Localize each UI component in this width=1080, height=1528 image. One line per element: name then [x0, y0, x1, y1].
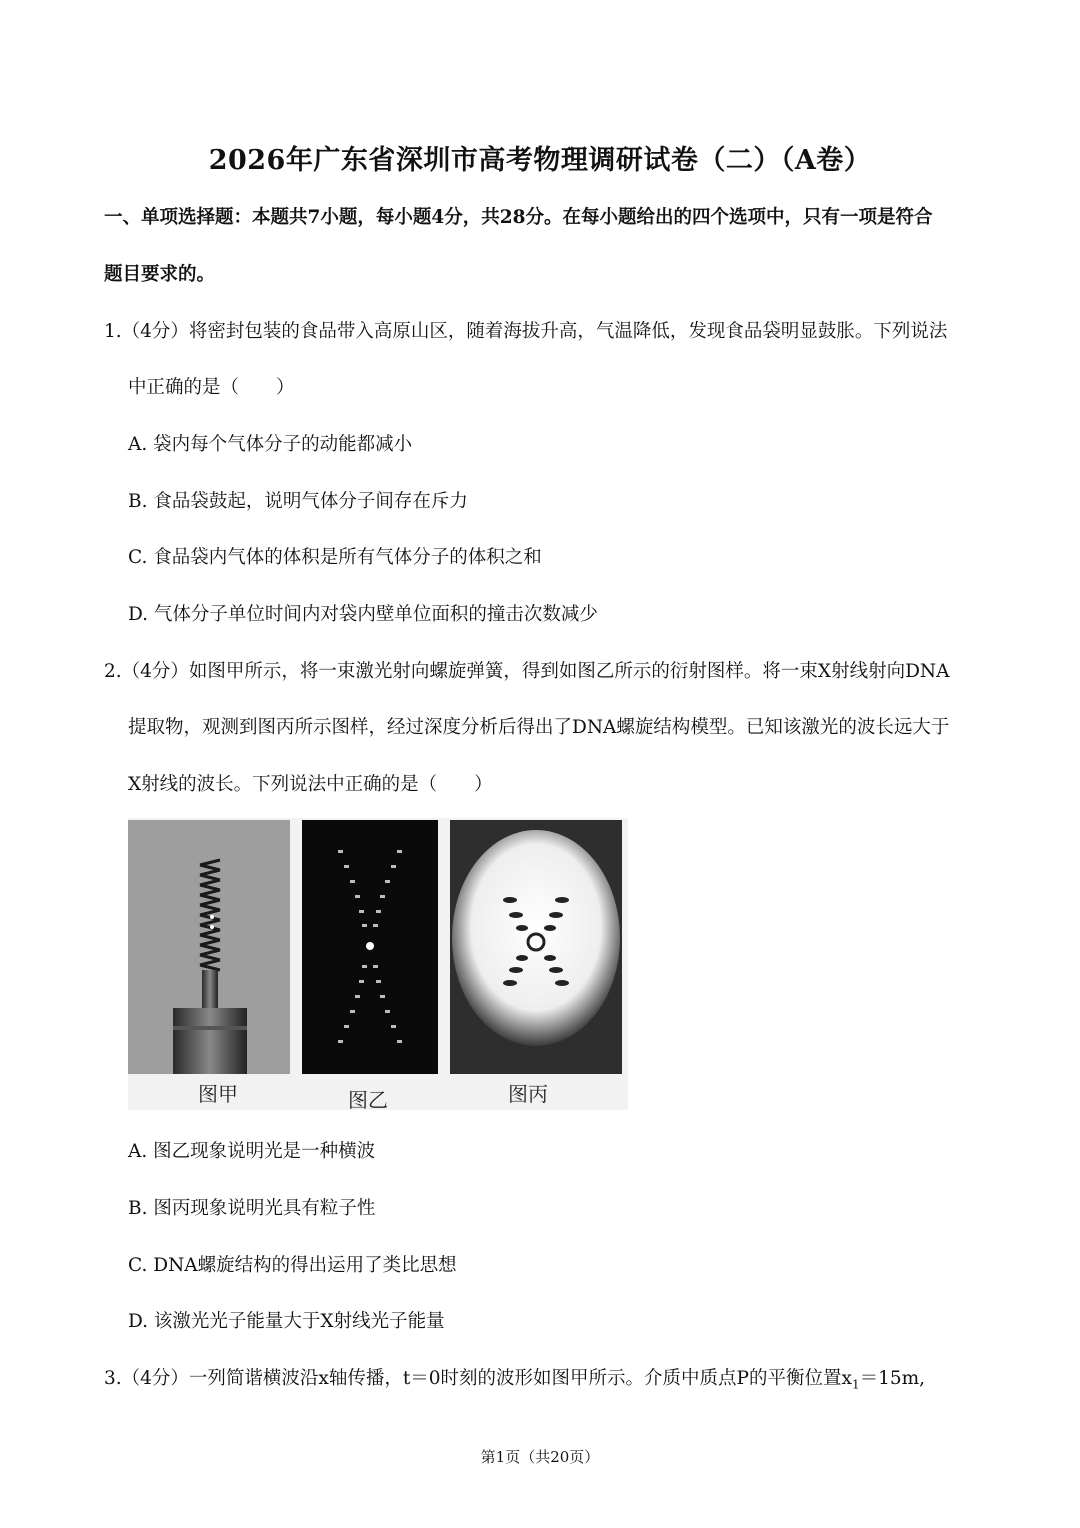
q2-option-b: B. 图丙现象说明光具有粒子性	[128, 1198, 376, 1219]
q2-option-d: D. 该激光光子能量大于X射线光子能量	[128, 1311, 445, 1332]
page-title: 2026年广东省深圳市高考物理调研试卷（二）（A卷）	[208, 145, 872, 176]
page-footer: 第1页（共20页）	[480, 1448, 600, 1466]
q1-option-a: A. 袋内每个气体分子的动能都减小	[128, 434, 413, 455]
figure-diffraction-pattern	[302, 820, 438, 1074]
q2-stem-line3: X射线的波长。下列说法中正确的是（ ）	[128, 774, 493, 795]
section-heading-line2: 题目要求的。	[104, 264, 216, 285]
q2-option-a: A. 图乙现象说明光是一种横波	[128, 1141, 376, 1162]
q1-option-d: D. 气体分子单位时间内对袋内壁单位面积的撞击次数减少	[128, 604, 598, 625]
q2-figure	[128, 818, 628, 1110]
figure-caption-bing: 图丙	[508, 1082, 548, 1106]
q1-option-b: B. 食品袋鼓起，说明气体分子间存在斥力	[128, 491, 468, 512]
q2-stem-line1: 2.（4分）如图甲所示，将一束激光射向螺旋弹簧，得到如图乙所示的衍射图样。将一束X射线射向DNA	[104, 661, 950, 682]
q3-stem-line1: 3.（4分）一列简谐横波沿x轴传播，t＝0时刻的波形如图甲所示。介质中质点P的平衡位置$x_1=15m$,	[104, 1368, 926, 1392]
q1-stem-line1: 1.（4分）将密封包装的食品带入高原山区，随着海拔升高，气温降低，发现食品袋明显鼓胀。下列说法	[104, 321, 948, 342]
figure-caption-yi: 图乙	[348, 1088, 388, 1112]
figure-caption-jia: 图甲	[198, 1082, 238, 1106]
q2-stem-line2: 提取物，观测到图丙所示图样，经过深度分析后得出了DNA螺旋结构模型。已知该激光的波长远大于	[128, 717, 950, 738]
q2-option-c: C. DNA螺旋结构的得出运用了类比思想	[128, 1255, 457, 1276]
figure-xray-pattern	[450, 820, 622, 1074]
q1-option-c: C. 食品袋内气体的体积是所有气体分子的体积之和	[128, 547, 542, 568]
section-heading-line1: 一、单项选择题：本题共7小题，每小题4分，共28分。在每小题给出的四个选项中，只有一项是符合	[104, 207, 933, 228]
q1-stem-line2: 中正确的是（ ）	[128, 377, 295, 398]
figure-spring-photo	[128, 820, 290, 1074]
